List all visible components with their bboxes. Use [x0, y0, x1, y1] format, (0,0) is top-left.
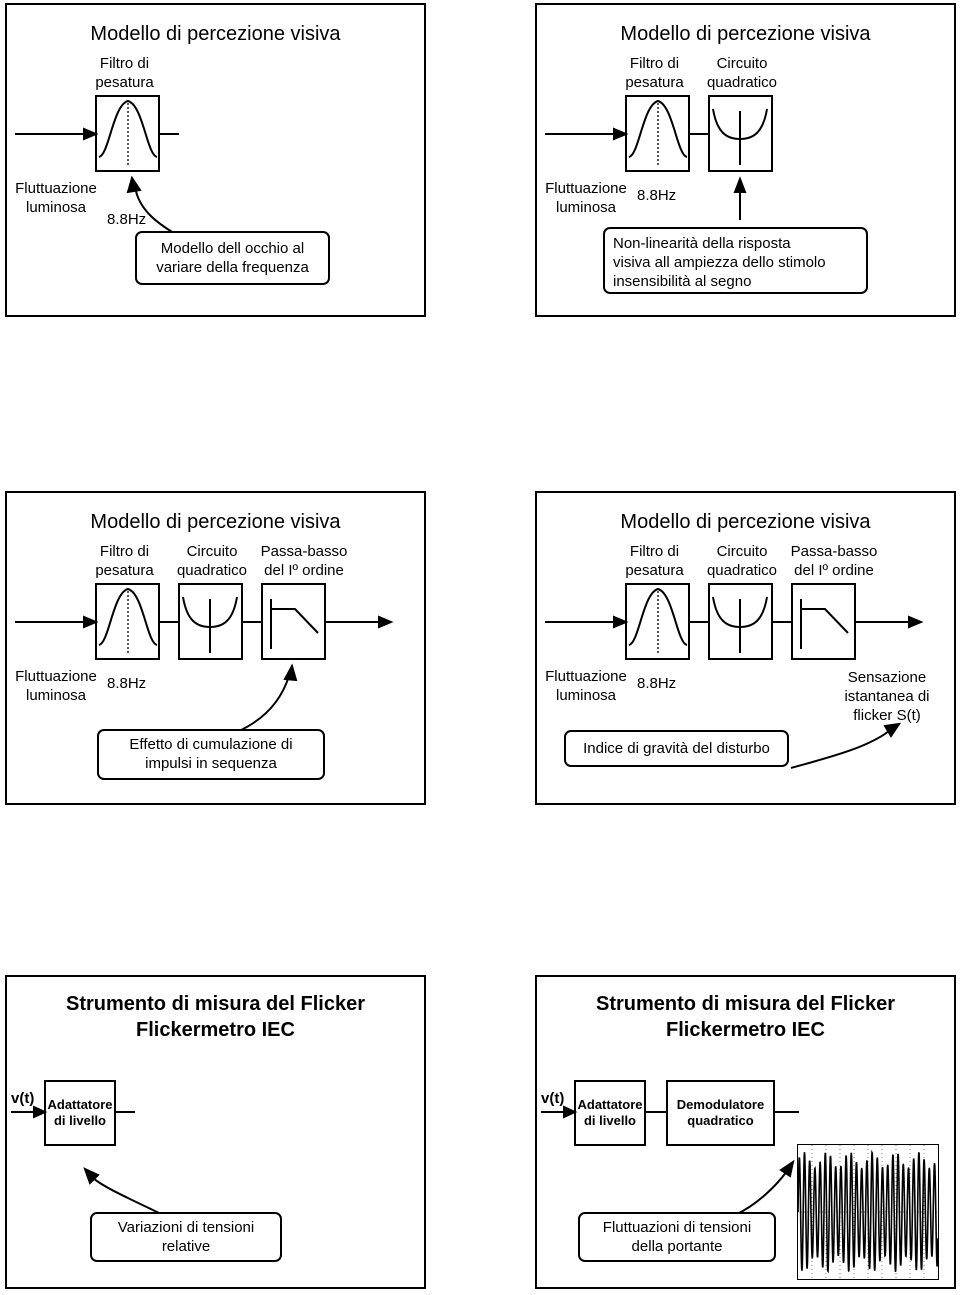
carrier-wave	[798, 1152, 938, 1272]
note-pointer-arrow	[239, 666, 296, 731]
input-label: Fluttuazione luminosa	[545, 668, 627, 704]
annotation-box	[97, 729, 325, 780]
square-circuit-block	[709, 96, 772, 171]
annotation-text: Indice di gravità del disturbo	[583, 740, 770, 757]
annotation-text: Non-linearità della risposta visiva all ampiezza dello stimolo insensibilità al segno	[613, 235, 826, 290]
square-circuit-label: Circuito quadratico	[706, 543, 778, 579]
slide-5	[5, 975, 426, 1289]
frequency-label: 8.8Hz	[637, 675, 677, 692]
level-adapter-label: Adattatore di livello	[577, 1097, 643, 1128]
annotation-text: Modello dell occhio al variare della frequenza	[156, 240, 309, 276]
note-pointer-arrow	[735, 1162, 793, 1215]
annotation-text: Variazioni di tensioni relative	[117, 1219, 255, 1255]
input-voltage-label: v(t)	[11, 1090, 35, 1107]
slide-title: Modello di percezione visiva	[620, 23, 871, 45]
frequency-label: 8.8Hz	[107, 211, 147, 228]
square-demodulator-label: Demodulatore quadratico	[676, 1097, 765, 1128]
slide-1	[5, 3, 426, 317]
level-adapter-label: Adattatore di livello	[47, 1097, 113, 1128]
input-label: Fluttuazione luminosa	[545, 180, 627, 216]
square-circuit-label: Circuito quadratico	[176, 543, 248, 579]
lowpass-block	[262, 584, 325, 659]
frequency-label: 8.8Hz	[107, 675, 147, 692]
weighting-filter-block	[626, 584, 689, 659]
annotation-box	[135, 231, 330, 285]
note-pointer-arrow	[791, 724, 899, 768]
annotation-box	[564, 730, 789, 767]
slide-title: Modello di percezione visiva	[620, 511, 871, 533]
weighting-filter-block	[626, 96, 689, 171]
annotation-box	[603, 227, 868, 294]
slide-3	[5, 491, 426, 805]
filter-label: Filtro di pesatura	[625, 543, 684, 579]
note-pointer-arrow	[85, 1169, 159, 1213]
filter-label: Filtro di pesatura	[625, 55, 684, 91]
slide-title: Strumento di misura del Flicker Flickermetro IEC	[66, 993, 365, 1041]
annotation-text: Effetto di cumulazione di impulsi in sequenza	[129, 736, 293, 772]
annotation-text: Fluttuazioni di tensioni della portante	[602, 1219, 752, 1255]
lowpass-label: Passa-basso del Iº ordine	[260, 543, 348, 579]
note-pointer-arrow	[735, 179, 745, 220]
square-circuit-block	[179, 584, 242, 659]
output-label: Sensazione istantanea di flicker S(t)	[844, 669, 930, 724]
lowpass-block	[792, 584, 855, 659]
modulated-waveform	[798, 1145, 938, 1279]
slide-4	[535, 491, 956, 805]
annotation-box	[578, 1212, 776, 1262]
slide-title: Strumento di misura del Flicker Flickermetro IEC	[596, 993, 895, 1041]
square-circuit-label: Circuito quadratico	[706, 55, 778, 91]
square-circuit-block	[709, 584, 772, 659]
weighting-filter-block	[96, 96, 159, 171]
slide-title: Modello di percezione visiva	[90, 23, 341, 45]
slide-6	[535, 975, 956, 1289]
annotation-box	[90, 1212, 282, 1262]
filter-label: Filtro di pesatura	[95, 55, 154, 91]
input-voltage-label: v(t)	[541, 1090, 565, 1107]
filter-label: Filtro di pesatura	[95, 543, 154, 579]
frequency-label: 8.8Hz	[637, 187, 677, 204]
slide-title: Modello di percezione visiva	[90, 511, 341, 533]
weighting-filter-block	[96, 584, 159, 659]
lowpass-label: Passa-basso del Iº ordine	[790, 543, 878, 579]
input-label: Fluttuazione luminosa	[15, 180, 97, 216]
modulated-waveform-plot	[797, 1144, 939, 1280]
slide-2	[535, 3, 956, 317]
input-label: Fluttuazione luminosa	[15, 668, 97, 704]
